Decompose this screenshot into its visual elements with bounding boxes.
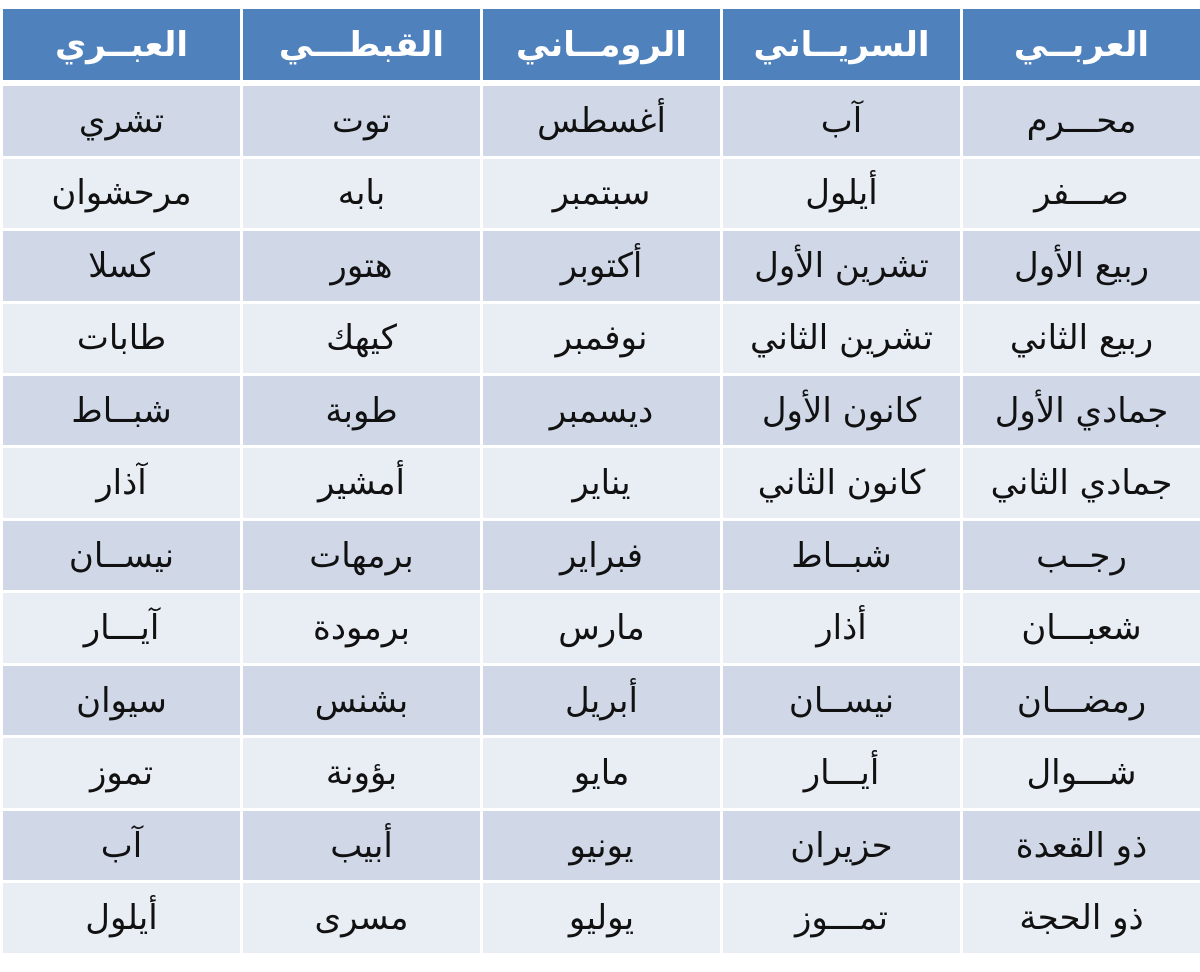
table-row xyxy=(2,447,1200,519)
cell-coptic: أبيب xyxy=(242,809,482,881)
header-roman: الرومــاني xyxy=(482,8,722,84)
cell-syriac: كانون الثاني xyxy=(722,447,962,519)
cell-arabic: رمضـــان xyxy=(962,664,1200,736)
cell-arabic: ربيع الأول xyxy=(962,230,1200,302)
cell-hebrew: شبــاط xyxy=(2,375,242,447)
cell-roman: أغسطس xyxy=(482,83,722,157)
cell-hebrew: تشري xyxy=(2,83,242,157)
cell-roman: يناير xyxy=(482,447,722,519)
table-row xyxy=(2,882,1200,955)
cell-coptic: بشنس xyxy=(242,664,482,736)
table-row xyxy=(2,230,1200,302)
cell-syriac: حزيران xyxy=(722,809,962,881)
cell-hebrew: سيوان xyxy=(2,664,242,736)
cell-syriac: تشرين الثاني xyxy=(722,302,962,374)
cell-roman: سبتمبر xyxy=(482,157,722,229)
header-hebrew: العبــري xyxy=(2,8,242,84)
cell-arabic: شعبـــان xyxy=(962,592,1200,664)
table-row xyxy=(2,157,1200,229)
cell-hebrew: كسلا xyxy=(2,230,242,302)
cell-arabic: شـــوال xyxy=(962,737,1200,809)
cell-hebrew: آب xyxy=(2,809,242,881)
table-row xyxy=(2,83,1200,157)
cell-arabic: ذو القعدة xyxy=(962,809,1200,881)
cell-hebrew: مرحشوان xyxy=(2,157,242,229)
table-row xyxy=(2,664,1200,736)
cell-arabic: صـــفر xyxy=(962,157,1200,229)
cell-syriac: أذار xyxy=(722,592,962,664)
cell-roman: يوليو xyxy=(482,882,722,955)
cell-arabic: ذو الحجة xyxy=(962,882,1200,955)
cell-syriac: أيـــار xyxy=(722,737,962,809)
table-row xyxy=(2,592,1200,664)
header-arabic: العربــي xyxy=(962,8,1200,84)
cell-coptic: طوبة xyxy=(242,375,482,447)
header-coptic: القبطـــي xyxy=(242,8,482,84)
cell-roman: أكتوبر xyxy=(482,230,722,302)
cell-roman: أبريل xyxy=(482,664,722,736)
cell-roman: يونيو xyxy=(482,809,722,881)
table-row xyxy=(2,809,1200,881)
table-row xyxy=(2,737,1200,809)
header-row xyxy=(2,8,1200,84)
cell-syriac: نيســان xyxy=(722,664,962,736)
cell-hebrew: آيـــار xyxy=(2,592,242,664)
cell-roman: نوفمبر xyxy=(482,302,722,374)
cell-coptic: توت xyxy=(242,83,482,157)
table-row xyxy=(2,302,1200,374)
cell-arabic: محـــرم xyxy=(962,83,1200,157)
cell-syriac: كانون الأول xyxy=(722,375,962,447)
table-row xyxy=(2,375,1200,447)
cell-roman: فبراير xyxy=(482,519,722,591)
months-table-container xyxy=(0,6,1200,956)
cell-coptic: مسرى xyxy=(242,882,482,955)
cell-roman: مايو xyxy=(482,737,722,809)
table-body xyxy=(2,83,1200,955)
cell-syriac: أيلول xyxy=(722,157,962,229)
cell-coptic: برمهات xyxy=(242,519,482,591)
table-row xyxy=(2,519,1200,591)
cell-arabic: جمادي الأول xyxy=(962,375,1200,447)
cell-hebrew: طابات xyxy=(2,302,242,374)
cell-arabic: ربيع الثاني xyxy=(962,302,1200,374)
cell-hebrew: نيســان xyxy=(2,519,242,591)
cell-arabic: جمادي الثاني xyxy=(962,447,1200,519)
cell-coptic: هتور xyxy=(242,230,482,302)
cell-syriac: آب xyxy=(722,83,962,157)
cell-roman: مارس xyxy=(482,592,722,664)
calendar-months-comparison-table xyxy=(0,6,1200,956)
cell-roman: ديسمبر xyxy=(482,375,722,447)
cell-coptic: أمشير xyxy=(242,447,482,519)
cell-syriac: شبــاط xyxy=(722,519,962,591)
cell-hebrew: أيلول xyxy=(2,882,242,955)
cell-arabic: رجــب xyxy=(962,519,1200,591)
cell-coptic: كيهك xyxy=(242,302,482,374)
cell-syriac: تشرين الأول xyxy=(722,230,962,302)
cell-syriac: تمـــوز xyxy=(722,882,962,955)
cell-hebrew: آذار xyxy=(2,447,242,519)
header-syriac: السريــاني xyxy=(722,8,962,84)
cell-coptic: برمودة xyxy=(242,592,482,664)
cell-coptic: بابه xyxy=(242,157,482,229)
cell-coptic: بؤونة xyxy=(242,737,482,809)
cell-hebrew: تموز xyxy=(2,737,242,809)
